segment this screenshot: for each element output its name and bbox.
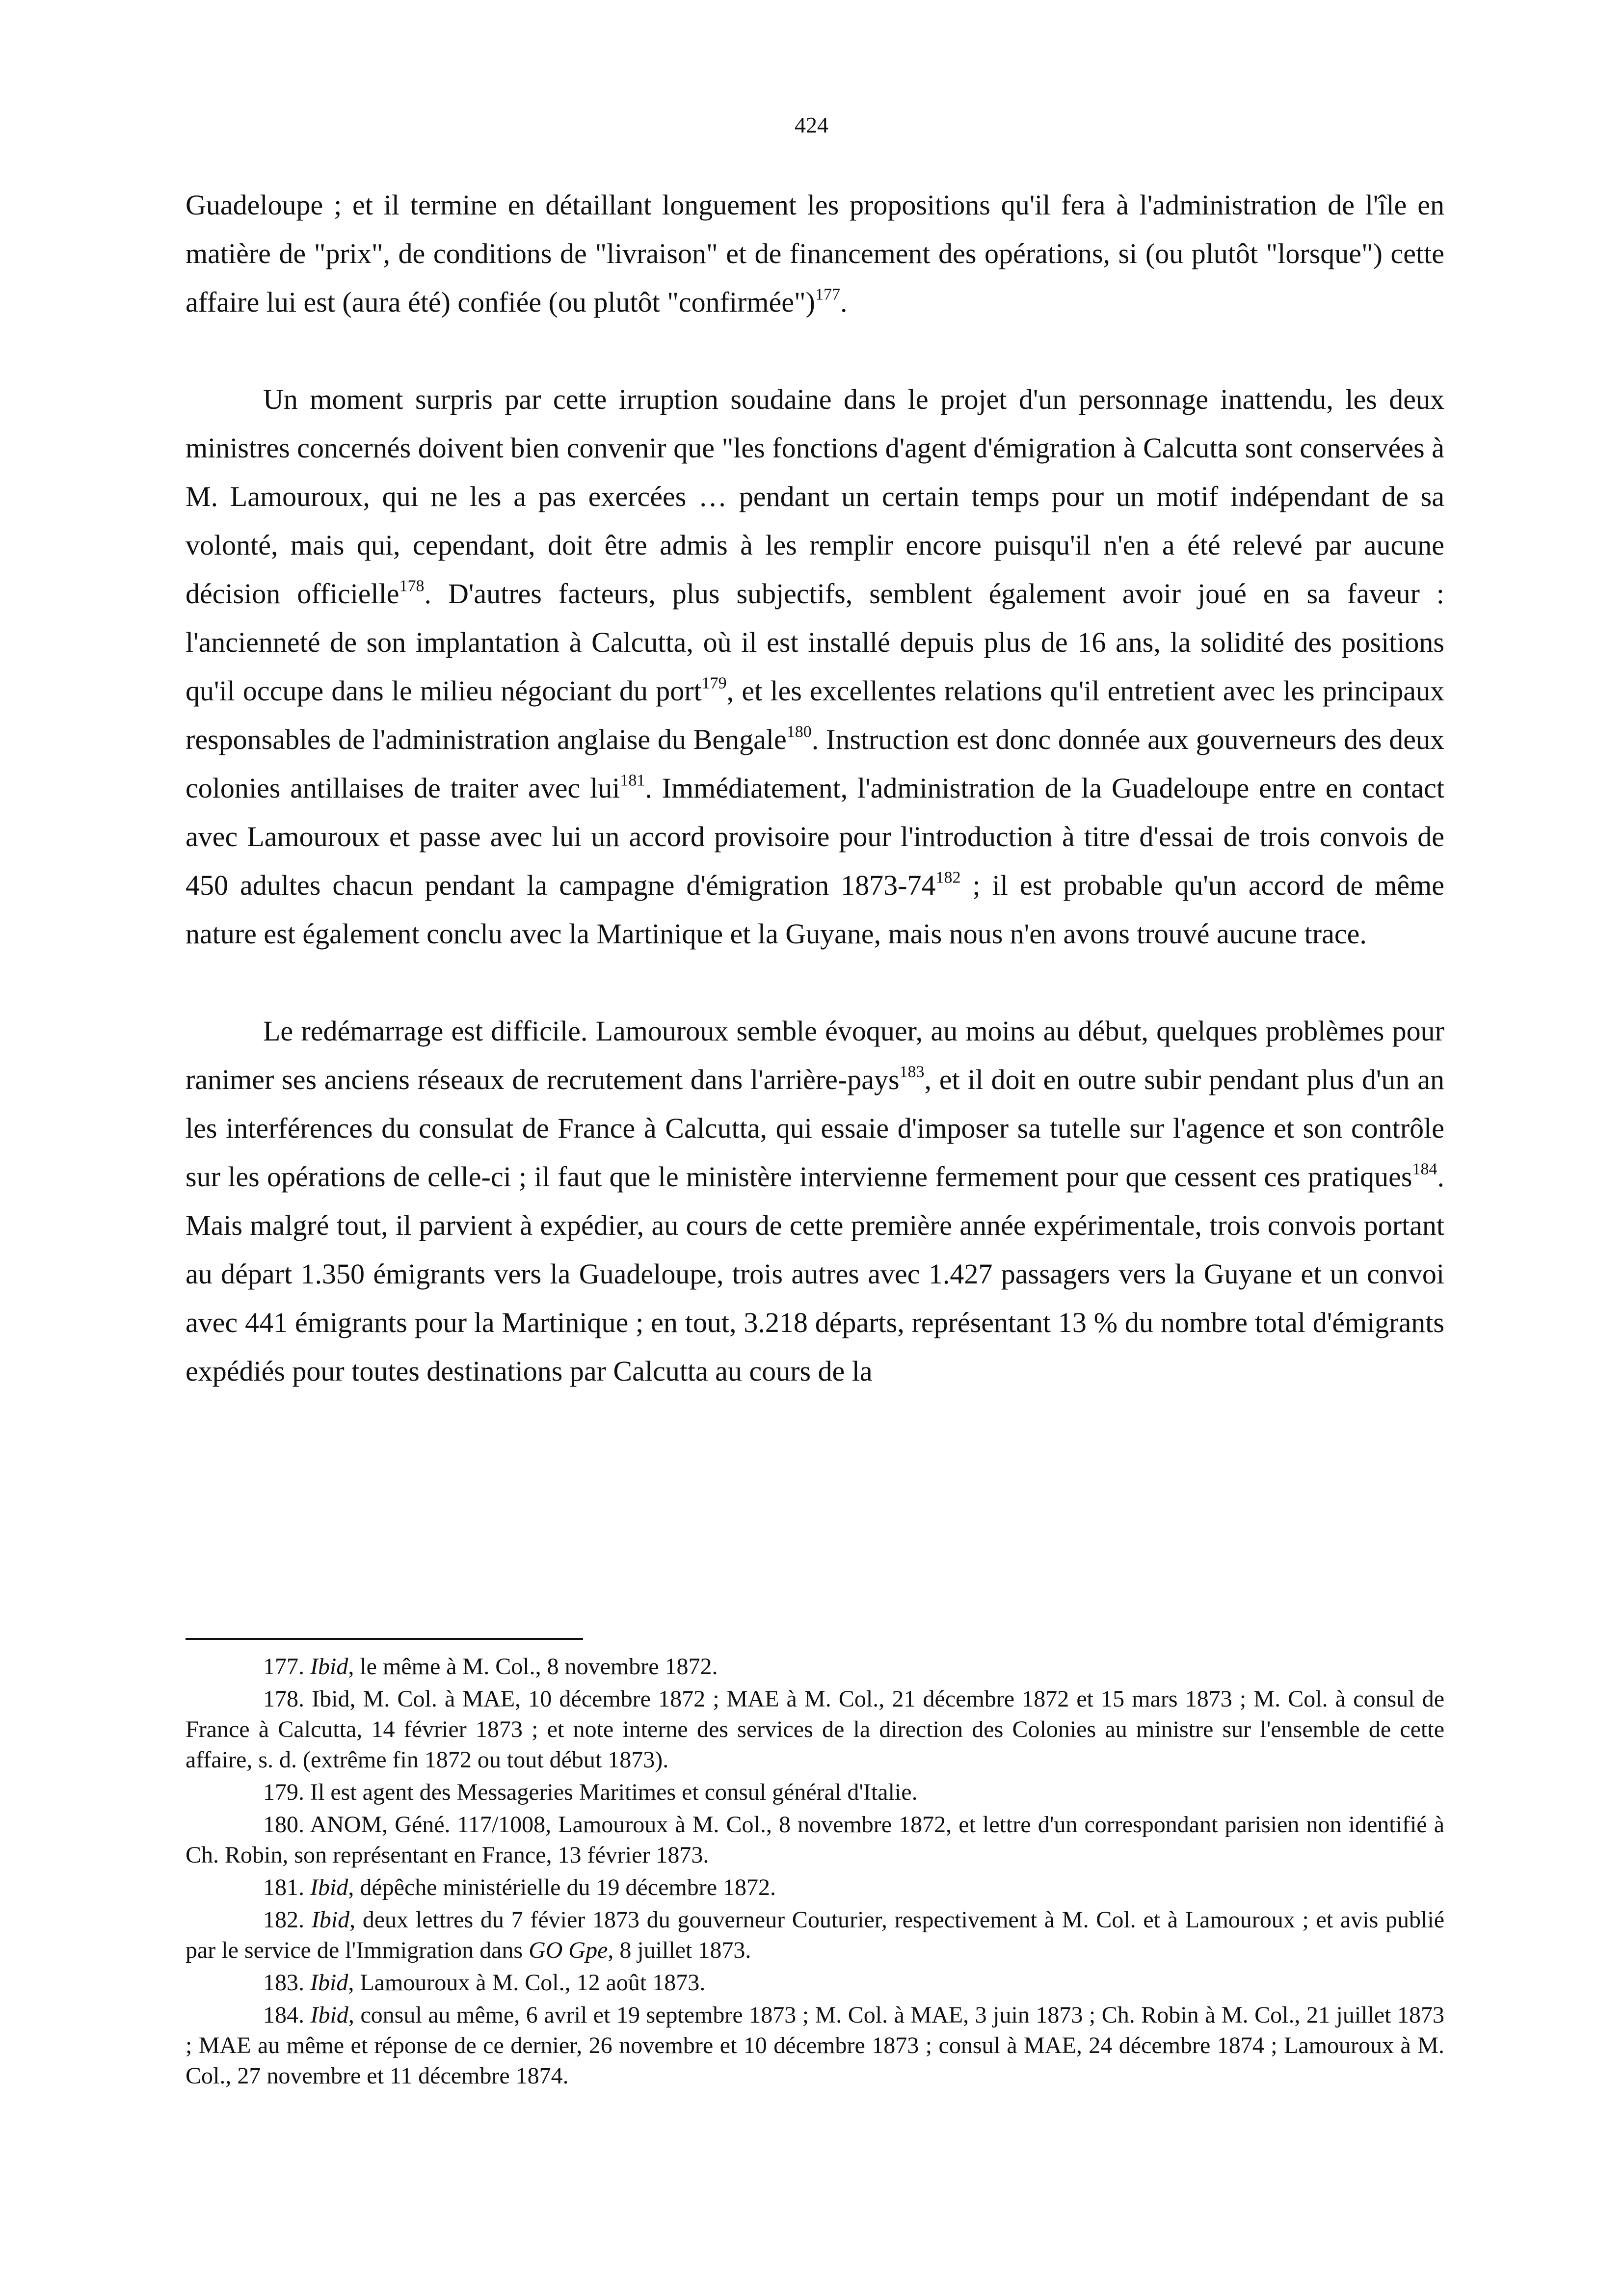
page-number: 424 xyxy=(795,112,828,137)
italic-text: GO Gpe xyxy=(529,1937,608,1963)
text-run: , deux lettres du 7 févier 1873 du gouverneur Couturier, respectivement à M. Col. et à Lamouroux ; et avis publié par le service de l'Immigration dans xyxy=(186,1907,1445,1963)
text-run: 177. xyxy=(263,1654,310,1680)
text-run: . xyxy=(840,286,848,318)
footnote-reference: 178 xyxy=(399,577,425,595)
footnote-reference: 180 xyxy=(786,722,812,741)
footnote-reference: 184 xyxy=(1412,1160,1437,1178)
footnote xyxy=(186,1777,1444,1808)
footnotes xyxy=(186,1652,1444,2093)
footnote-reference: 177 xyxy=(815,285,840,304)
footnote xyxy=(186,1810,1444,1870)
text-run: 179. Il est agent des Messageries Maritimes et consul général d'Italie. xyxy=(263,1779,918,1805)
footnote xyxy=(186,1905,1444,1966)
footnote-reference: 183 xyxy=(899,1063,925,1081)
text-run: , le même à M. Col., 8 novembre 1872. xyxy=(348,1654,718,1680)
footnote xyxy=(186,2000,1444,2091)
text-run: , dépêche ministérielle du 19 décembre 1872. xyxy=(348,1874,776,1900)
footnote-reference: 182 xyxy=(935,868,961,887)
footnote xyxy=(186,1684,1444,1775)
text-run: . Instruction est donc donnée aux gouverneurs des deux colonies antillaises de traiter avec lui xyxy=(186,723,1444,804)
text-run: Un moment surpris par cette irruption soudaine dans le projet d'un personnage inattendu, les deux ministres concernés doivent bien convenir que "les fonctions d'agent d'émigration à Calcutta sont conservées à M. Lamouroux, qui ne les a pas exercées … pendant un certain temps pour un motif indépendant de sa volonté, mais qui, cependant, doit être admis à les remplir encore puisqu'il n'en a été relevé par aucune décision officielle xyxy=(186,383,1444,610)
text-run: ; il est probable qu'un accord de même nature est également conclu avec la Martinique et la Guyane, mais nous n'en avons trouvé aucune trace. xyxy=(186,869,1445,950)
italic-text: Ibid xyxy=(310,2002,348,2028)
paragraph xyxy=(186,375,1444,958)
text-run: . Mais malgré tout, il parvient à expédier, au cours de cette première année expérimentale, trois convois portant au départ 1.350 émigrants vers la Guadeloupe, trois autres avec 1.427 passagers vers la Guyane et un convoi avec 441 émigrants pour la Martinique ; en tout, 3.218 départs, représentant 13 % du nombre total d'émigrants expédiés pour toutes destinations par Calcutta au cours de la xyxy=(186,1161,1444,1387)
italic-text: Ibid xyxy=(310,1970,348,1996)
paragraph xyxy=(186,1007,1444,1395)
text-run: 183. xyxy=(263,1970,310,1996)
text-run: . Immédiatement, l'administration de la Guadeloupe entre en contact avec Lamouroux et passe avec lui un accord provisoire pour l'introduction à titre d'essai de trois convois de 450 adultes chacun pendant la campagne d'émigration 1873-74 xyxy=(186,772,1445,901)
text-run: 178. Ibid, M. Col. à MAE, 10 décembre 1872 ; MAE à M. Col., 21 décembre 1872 et 15 mars 1873 ; M. Col. à consul de France à Calcutta, 14 février 1873 ; et note interne des services de la direction des Colonies au ministre sur l'ensemble de cette affaire, s. d. (extrême fin 1872 ou tout début 1873). xyxy=(186,1686,1444,1773)
footnote-reference: 179 xyxy=(701,674,727,693)
text-run: , 8 juillet 1873. xyxy=(608,1937,751,1963)
text-run: Guadeloupe ; et il termine en détaillant longuement les propositions qu'il fera à l'administration de l'île en matière de "prix", de conditions de "livraison" et de financement des opérations, si (ou plutôt "lorsque") cette affaire lui est (aura été) confiée (ou plutôt "confirmée") xyxy=(186,189,1444,318)
footnote-separator xyxy=(186,1638,583,1640)
text-run: , consul au même, 6 avril et 19 septembre 1873 ; M. Col. à MAE, 3 juin 1873 ; Ch. Robin à M. Col., 21 juillet 1873 ; MAE au même et réponse de ce dernier, 26 novembre et 10 décembre 1873 ; consul à MAE, 24 décembre 1874 ; Lamouroux à M. Col., 27 novembre et 11 décembre 1874. xyxy=(186,2002,1444,2089)
text-run: Le redémarrage est difficile. Lamouroux semble évoquer, au moins au début, quelques problèmes pour ranimer ses anciens réseaux de recrutement dans l'arrière-pays xyxy=(186,1015,1444,1095)
text-run: 182. xyxy=(263,1907,312,1933)
footnote xyxy=(186,1652,1444,1682)
italic-text: Ibid xyxy=(311,1907,350,1933)
text-run: 184. xyxy=(263,2002,311,2028)
text-run: , Lamouroux à M. Col., 12 août 1873. xyxy=(348,1970,706,1996)
text-run: 181. xyxy=(263,1874,310,1900)
text-run: , et il doit en outre subir pendant plus d'un an les interférences du consulat de France à Calcutta, qui essaie d'imposer sa tutelle sur l'agence et son contrôle sur les opérations de celle-ci ; il faut que le ministère intervienne fermement pour que cessent ces pratiques xyxy=(186,1064,1444,1193)
text-run: , et les excellentes relations qu'il entretient avec les principaux responsables de l'administration anglaise du Bengale xyxy=(186,675,1444,755)
footnote xyxy=(186,1968,1444,1998)
footnote-reference: 181 xyxy=(620,771,645,790)
text-run: . D'autres facteurs, plus subjectifs, semblent également avoir joué en sa faveur : l'ancienneté de son implantation à Calcutta, où il est installé depuis plus de 16 ans, la solidité des positions qu'il occupe dans le milieu négociant du port xyxy=(186,578,1444,707)
italic-text: Ibid xyxy=(310,1874,348,1900)
paragraph xyxy=(186,181,1444,326)
body-text xyxy=(186,181,1444,1395)
footnote xyxy=(186,1872,1444,1903)
text-run: 180. ANOM, Géné. 117/1008, Lamouroux à M. Col., 8 novembre 1872, et lettre d'un correspondant parisien non identifié à Ch. Robin, son représentant en France, 13 février 1873. xyxy=(186,1812,1444,1868)
italic-text: Ibid xyxy=(310,1654,348,1680)
